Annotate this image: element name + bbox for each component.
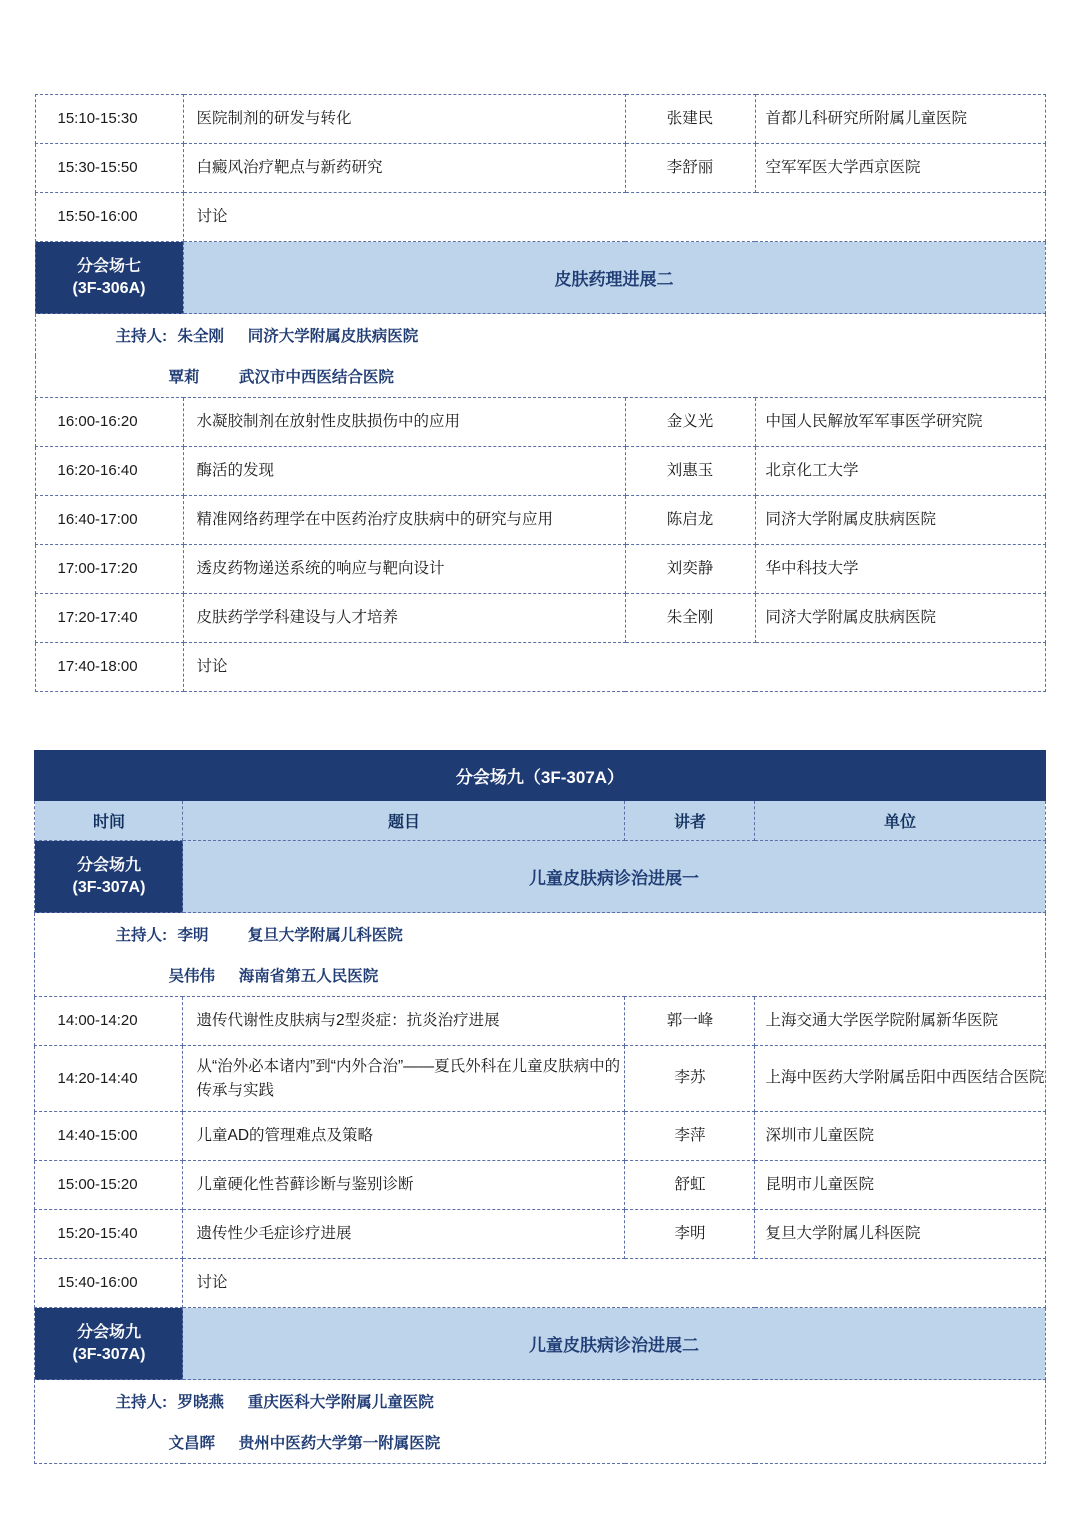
table-row [35,144,1045,193]
cell-unit: 空军军医大学西京医院 [755,144,1045,193]
chair-org: 复旦大学附属儿科医院 [247,926,403,944]
cell-time: 17:00-17:20 [35,545,183,594]
table2-header-row [35,801,1045,841]
cell-time: 15:00-15:20 [35,1161,183,1210]
cell-unit: 上海中医药大学附属岳阳中西医结合医院 [755,1046,1045,1112]
schedule-table-2 [34,750,1045,1464]
cell-unit: 昆明市儿童医院 [755,1161,1045,1210]
schedule-table-1 [35,94,1046,692]
table-row [35,496,1045,545]
session-room [35,242,183,314]
chair-name: 覃莉 [168,369,200,387]
cell-unit: 上海交通大学医学院附属新华医院 [755,997,1045,1046]
cell-title: 酶活的发现 [183,447,625,496]
cell-time: 16:40-17:00 [35,496,183,545]
column-header-title: 题目 [183,801,625,841]
chair-entry [35,1380,1045,1422]
cell-time: 15:20-15:40 [35,1210,183,1259]
table2-container [0,692,1080,1464]
session-room-line2: (3F-307A) [72,1345,146,1363]
cell-speaker: 郭一峰 [625,997,755,1046]
chair-name: 朱全刚 [177,327,224,345]
chair-name: 罗晓燕 [177,1393,224,1411]
cell-time: 15:30-15:50 [35,144,183,193]
cell-speaker: 李苏 [625,1046,755,1112]
chair-entry [35,314,1045,356]
session-room-line1: 分会场七 [76,257,141,275]
cell-speaker: 金义光 [625,398,755,447]
session-topic: 儿童皮肤病诊治进展二 [183,1308,1045,1380]
chair-entry [35,356,1045,398]
table-row [35,997,1045,1046]
chair-name: 李明 [177,926,209,944]
chair-name: 吴伟伟 [168,968,215,986]
page-title: 分会场九（3F-307A） [35,751,1045,801]
session-band [35,841,1045,913]
cell-speaker: 陈启龙 [625,496,755,545]
chair-row [35,913,1045,955]
cell-unit: 首都儿科研究所附属儿童医院 [755,95,1045,144]
chair-label: 主持人: [115,327,168,345]
cell-time: 16:00-16:20 [35,398,183,447]
session-room-line2: (3F-307A) [72,878,146,896]
cell-title: 儿童AD的管理难点及策略 [183,1112,625,1161]
session-room-line1: 分会场九 [76,1323,141,1341]
session-topic: 皮肤药理进展二 [183,242,1045,314]
cell-speaker: 舒虹 [625,1161,755,1210]
cell-speaker: 朱全刚 [625,594,755,643]
chair-org: 海南省第五人民医院 [238,968,379,986]
cell-time: 15:10-15:30 [35,95,183,144]
table2-title-row [35,751,1045,801]
cell-title: 遗传性少毛症诊疗进展 [183,1210,625,1259]
cell-unit: 深圳市儿童医院 [755,1112,1045,1161]
chair-org: 重庆医科大学附属儿童医院 [247,1393,434,1411]
table-row [35,1161,1045,1210]
chair-org: 武汉市中西医结合医院 [238,369,394,387]
table-row [35,643,1045,692]
cell-title: 儿童硬化性苔藓诊断与鉴别诊断 [183,1161,625,1210]
chair-org: 同济大学附属皮肤病医院 [247,327,419,345]
session-room [35,841,183,913]
cell-speaker: 刘奕静 [625,545,755,594]
table-row [35,1259,1045,1308]
cell-time: 15:40-16:00 [35,1259,183,1308]
cell-speaker: 刘惠玉 [625,447,755,496]
chair-org: 贵州中医药大学第一附属医院 [238,1435,441,1453]
session-room [35,1308,183,1380]
session-band [35,1308,1045,1380]
cell-time: 14:00-14:20 [35,997,183,1046]
cell-unit: 同济大学附属皮肤病医院 [755,496,1045,545]
chair-row [35,1422,1045,1464]
table-row [35,95,1045,144]
cell-title: 透皮药物递送系统的响应与靶向设计 [183,545,625,594]
chair-name: 文昌晖 [168,1435,215,1453]
cell-time: 14:20-14:40 [35,1046,183,1112]
cell-title: 水凝胶制剂在放射性皮肤损伤中的应用 [183,398,625,447]
session-room-line1: 分会场九 [76,856,141,874]
table-row [35,594,1045,643]
cell-title: 从“治外必本诸内”到“内外合治”——夏氏外科在儿童皮肤病中的传承与实践 [183,1046,625,1112]
cell-unit: 复旦大学附属儿科医院 [755,1210,1045,1259]
table-row [35,398,1045,447]
cell-title: 讨论 [183,1259,1045,1308]
cell-speaker: 张建民 [625,95,755,144]
column-header-speaker: 讲者 [625,801,755,841]
cell-speaker: 李萍 [625,1112,755,1161]
chair-row [35,1380,1045,1422]
session-topic: 儿童皮肤病诊治进展一 [183,841,1045,913]
cell-title: 白癜风治疗靶点与新药研究 [183,144,625,193]
column-header-unit: 单位 [755,801,1045,841]
cell-unit: 华中科技大学 [755,545,1045,594]
cell-unit: 同济大学附属皮肤病医院 [755,594,1045,643]
cell-title: 讨论 [183,643,1045,692]
cell-time: 15:50-16:00 [35,193,183,242]
chair-label: 主持人: [115,1393,168,1411]
cell-title: 精准网络药理学在中医药治疗皮肤病中的研究与应用 [183,496,625,545]
cell-title: 皮肤药学学科建设与人才培养 [183,594,625,643]
chair-row [35,314,1045,356]
session-room-line2: (3F-306A) [72,279,146,297]
cell-speaker: 李明 [625,1210,755,1259]
cell-title: 医院制剂的研发与转化 [183,95,625,144]
table-row [35,447,1045,496]
table-row [35,1112,1045,1161]
chair-entry [35,913,1045,955]
chair-entry [35,955,1045,997]
cell-speaker: 李舒丽 [625,144,755,193]
chair-label: 主持人: [115,926,168,944]
cell-title: 讨论 [183,193,1045,242]
table1-container [0,0,1080,692]
table-row [35,545,1045,594]
cell-title: 遗传代谢性皮肤病与2型炎症：抗炎治疗进展 [183,997,625,1046]
cell-unit: 中国人民解放军军事医学研究院 [755,398,1045,447]
cell-time: 14:40-15:00 [35,1112,183,1161]
table-row [35,193,1045,242]
column-header-time: 时间 [35,801,183,841]
cell-unit: 北京化工大学 [755,447,1045,496]
chair-row [35,356,1045,398]
table-row [35,1046,1045,1112]
session-band [35,242,1045,314]
chair-row [35,955,1045,997]
cell-time: 17:40-18:00 [35,643,183,692]
chair-entry [35,1422,1045,1464]
cell-time: 16:20-16:40 [35,447,183,496]
table-row [35,1210,1045,1259]
cell-time: 17:20-17:40 [35,594,183,643]
